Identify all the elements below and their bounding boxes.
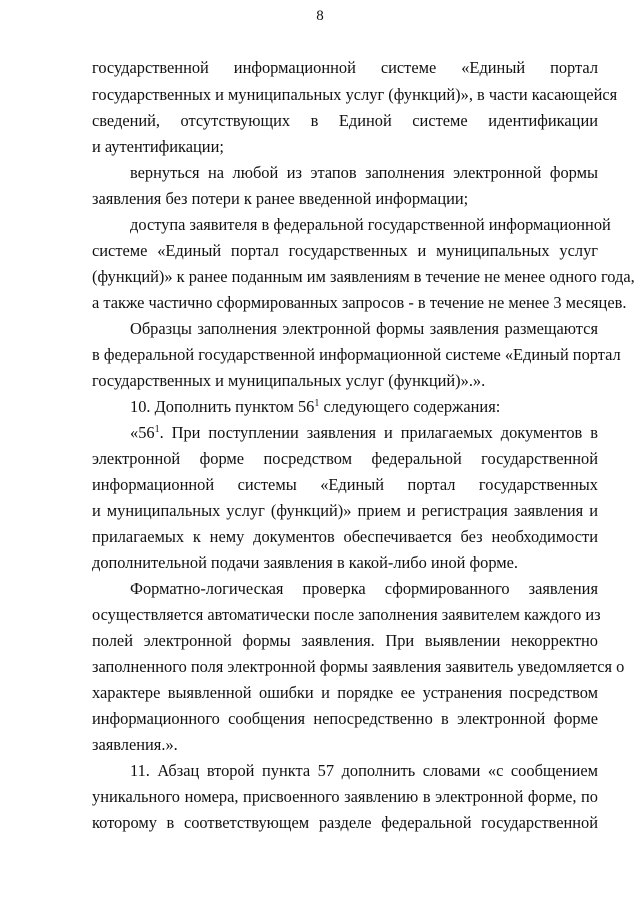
line-text: сведений, отсутствующих в Единой системе идентификации [92, 111, 598, 130]
line-text: доступа заявителя в федеральной государственной информационной [130, 215, 611, 234]
text-line [130, 319, 598, 339]
line-text: полей электронной формы заявления. При выявлении некорректно [92, 631, 598, 650]
text-line [130, 579, 598, 599]
line-text: характере выявленной ошибки и порядке ее устранения посредством [92, 683, 598, 702]
text-line [92, 189, 598, 209]
line-text: Форматно-логическая проверка сформированного заявления [130, 579, 598, 598]
page-number: 8 [316, 8, 324, 24]
line-text: государственной информационной системе «Единый портал [92, 58, 598, 77]
line-text: государственных и муниципальных услуг (функций)», в части касающейся [92, 85, 618, 104]
line-text: системе «Единый портал государственных и муниципальных услуг [92, 241, 598, 260]
text-line [92, 111, 598, 131]
text-line [92, 605, 601, 625]
text-line [92, 787, 598, 807]
text-line [92, 241, 598, 261]
text-line [92, 85, 618, 105]
text-line [92, 371, 598, 391]
line-text: 11. Абзац второй пункта 57 дополнить словами «с сообщением [130, 761, 598, 780]
line-text: 10. Дополнить пунктом 56 [130, 397, 315, 416]
text-line [92, 657, 625, 677]
text-line [92, 449, 598, 469]
line-text: и аутентификации; [92, 137, 224, 156]
text-line [92, 553, 598, 573]
text-line [130, 397, 598, 417]
line-text: уникального номера, присвоенного заявлению в электронной форме, по [92, 787, 598, 806]
line-text: заполненного поля электронной формы заявления заявитель уведомляется о [92, 657, 625, 676]
line-text: информационного сообщения непосредственно в электронной форме [92, 709, 598, 728]
line-text: дополнительной подачи заявления в какой-либо иной форме. [92, 553, 519, 572]
text-line [92, 813, 598, 833]
line-text: и муниципальных услуг (функций)» прием и регистрация заявления и [92, 501, 598, 520]
line-text: заявления без потери к ранее введенной информации; [92, 189, 469, 208]
line-text: государственных и муниципальных услуг (функций)».». [92, 371, 486, 390]
text-line [130, 163, 598, 183]
text-line [92, 631, 598, 651]
line-text: «56 [130, 423, 155, 442]
superscript: 1 [154, 424, 160, 435]
text-line [130, 215, 611, 235]
text-line [130, 761, 598, 781]
text-line [92, 709, 598, 729]
line-text: вернуться на любой из этапов заполнения электронной формы [130, 163, 598, 182]
line-text-after: . При поступлении заявления и прилагаемых документов в [159, 423, 598, 442]
text-line [92, 293, 627, 313]
line-text: прилагаемых к нему документов обеспечивается без необходимости [92, 527, 598, 546]
text-line [92, 501, 598, 521]
line-text: электронной форме посредством федеральной государственной [92, 449, 598, 468]
line-text: в федеральной государственной информационной системе «Единый портал [92, 345, 621, 364]
line-text: заявления.». [92, 735, 178, 754]
text-line [92, 683, 598, 703]
line-text: осуществляется автоматически после заполнения заявителем каждого из [92, 605, 601, 624]
text-line [92, 735, 598, 755]
text-line [130, 423, 598, 443]
text-line [92, 527, 598, 547]
line-text-after: следующего содержания: [319, 397, 501, 416]
text-line [92, 267, 635, 287]
line-text: Образцы заполнения электронной формы заявления размещаются [130, 319, 598, 338]
text-line [92, 137, 598, 157]
line-text: информационной системы «Единый портал государственных [92, 475, 598, 494]
line-text: которому в соответствующем разделе федеральной государственной [92, 813, 598, 832]
line-text: (функций)» к ранее поданным им заявлениям в течение не менее одного года, [92, 267, 635, 286]
superscript: 1 [314, 398, 320, 409]
text-line [92, 58, 598, 78]
line-text: а также частично сформированных запросов - в течение не менее 3 месяцев. [92, 293, 627, 312]
text-line [92, 475, 598, 495]
text-line [92, 345, 621, 365]
